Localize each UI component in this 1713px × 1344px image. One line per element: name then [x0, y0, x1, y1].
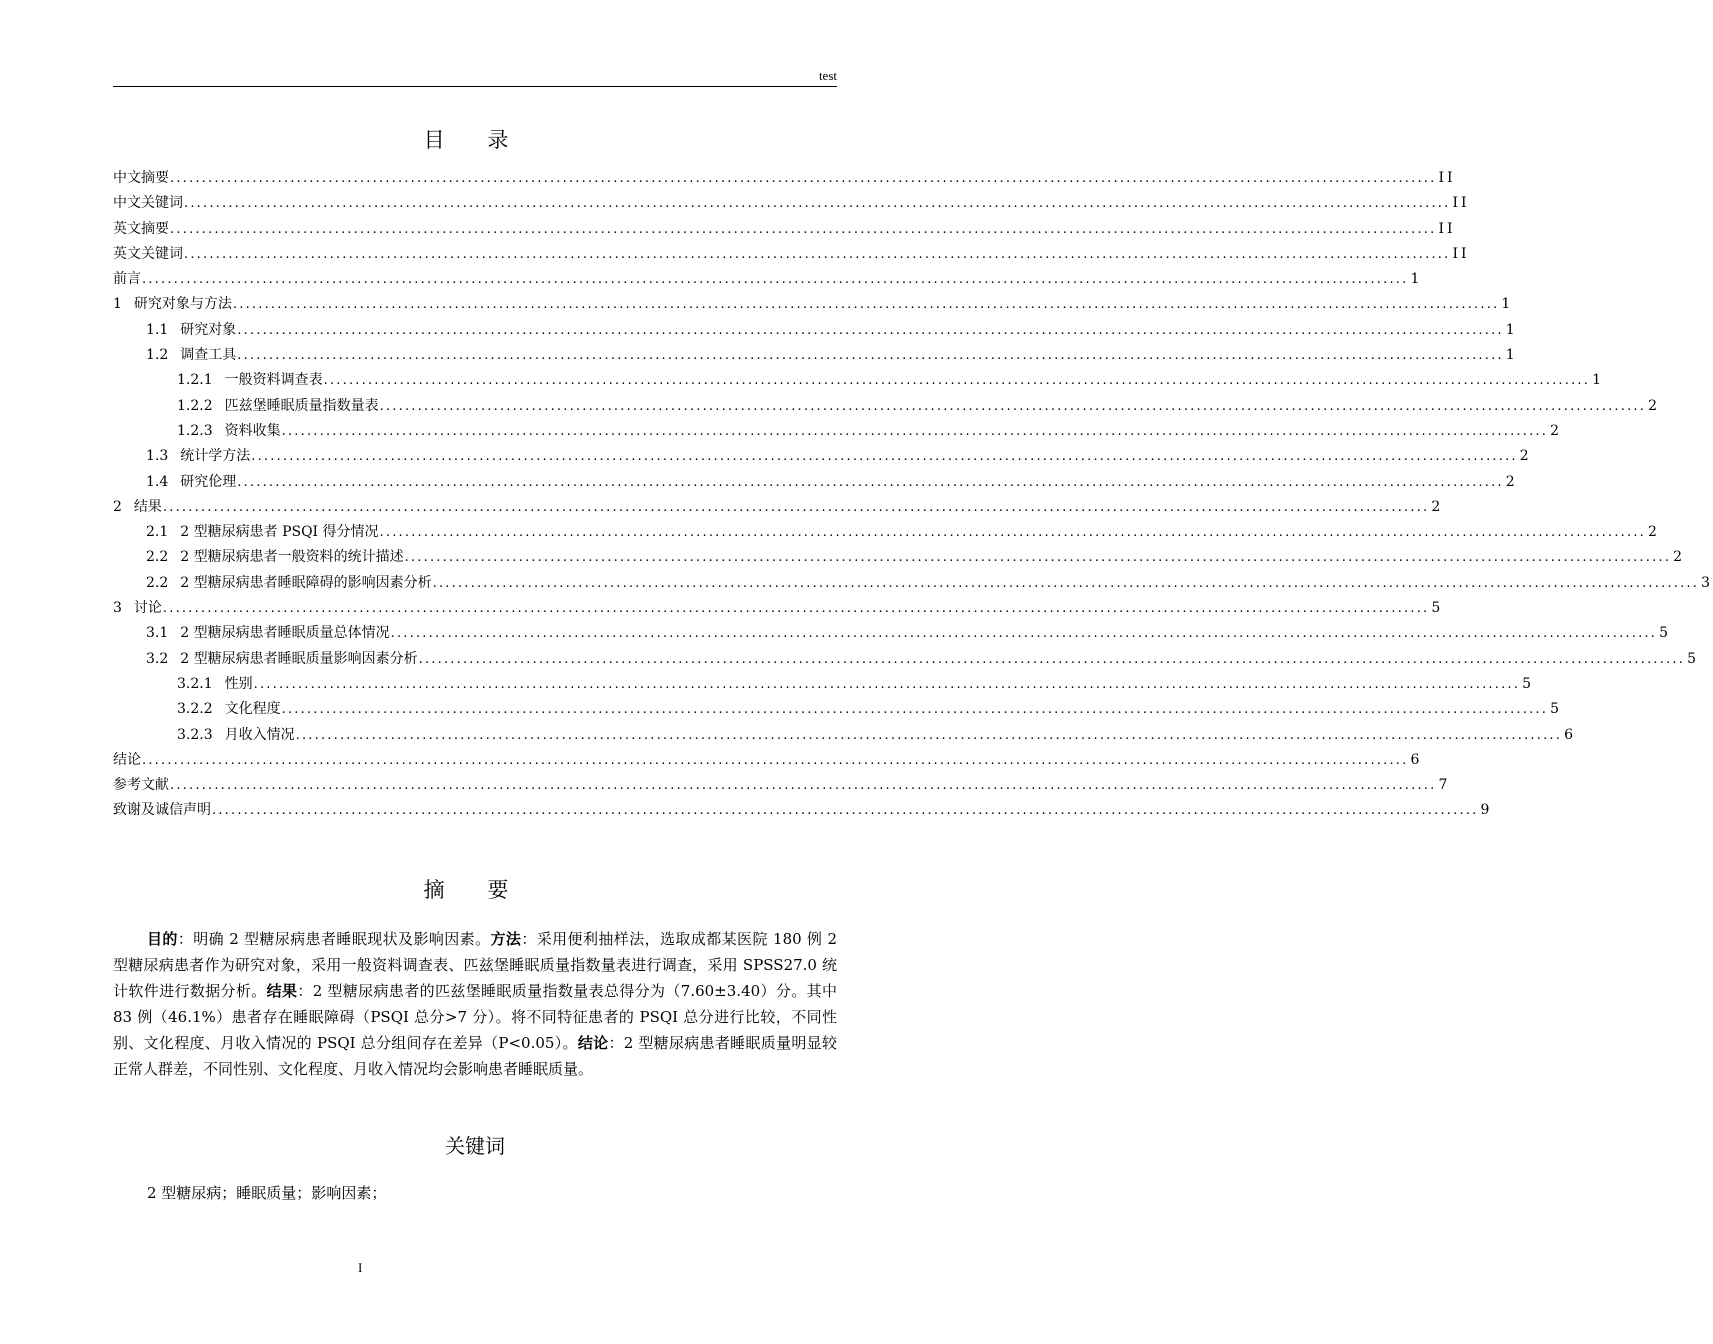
toc-entry[interactable]: [113, 596, 1444, 621]
toc-entry-text: 研究伦理: [180, 473, 237, 490]
abstract-body: [113, 926, 837, 1082]
toc-entry-label: [113, 267, 141, 292]
toc-entry-number: 3.1: [146, 625, 169, 642]
objective-text: ：明确 2 型糖尿病患者睡眠现状及影响因素。: [177, 930, 491, 948]
toc-entry[interactable]: [113, 343, 1518, 368]
toc-entry-page: 7: [1438, 777, 1451, 794]
toc-entry-label: [113, 798, 211, 823]
toc-entry[interactable]: [113, 191, 1470, 216]
header-rule: [113, 86, 837, 87]
result-text: ：2 型糖尿病患者的匹兹堡睡眠质量指数量表总得分为（7.60±3.40）分。其中 83 例（46.1%）患者存在睡眠障碍（PSQI 总分>7 分）。将不同特征患者的 PSQI 总分进行比较，不同性别、文化程度、月收入情况的 PSQI 总分组间存在差异（P<0.05）。: [113, 982, 837, 1052]
toc-entry[interactable]: [113, 520, 1660, 545]
toc-entry-page: 1: [1505, 347, 1518, 364]
toc-entry[interactable]: [113, 267, 1423, 292]
toc-entry-label: [146, 520, 379, 545]
toc-leader-dots: ........................................................................................................................................................................................................: [281, 702, 1549, 718]
method-label: 方法: [490, 930, 522, 948]
toc-entry-label: [113, 191, 183, 216]
toc-entry-page: 1: [1592, 372, 1605, 389]
toc-entry[interactable]: [113, 444, 1532, 469]
toc-entry-page: 5: [1687, 650, 1700, 667]
toc-entry[interactable]: [113, 621, 1672, 646]
toc-entry-text: 英文摘要: [113, 220, 169, 237]
toc-entry-number: 3: [113, 600, 122, 617]
toc-entry-text: 月收入情况: [224, 726, 295, 743]
toc-entry-text: 一般资料调查表: [224, 372, 323, 389]
toc-entry-number: 3.2.3: [177, 726, 213, 743]
toc-entry-text: 研究对象与方法: [133, 296, 232, 313]
toc-leader-dots: ........................................................................................................................................................................................................: [379, 525, 1647, 541]
toc-entry-page: 1: [1501, 296, 1514, 313]
toc-entry-text: 性别: [224, 675, 253, 692]
toc-leader-dots: ........................................................................................................................................................................................................: [237, 322, 1504, 338]
toc-entry-label: [146, 545, 404, 570]
toc-entry-label: [113, 242, 183, 267]
toc-entry-label: [113, 166, 169, 191]
toc-entry-page: 5: [1550, 701, 1563, 718]
abstract-title: 摘 要: [423, 878, 527, 902]
toc-entry-page: 6: [1410, 751, 1423, 768]
toc-entry-text: 资料收集: [224, 422, 281, 439]
toc-entry-text: 文化程度: [224, 701, 281, 718]
toc-leader-dots: ........................................................................................................................................................................................................: [142, 272, 1409, 288]
toc-leader-dots: ........................................................................................................................................................................................................: [237, 348, 1504, 364]
toc-entry-text: 2 型糖尿病患者睡眠质量总体情况: [180, 625, 390, 642]
toc-entry-text: 中文摘要: [113, 170, 169, 186]
toc-entry-label: [146, 647, 418, 672]
toc-entry-number: 2.2: [146, 549, 169, 566]
toc-entry-number: 1.2.1: [177, 372, 213, 389]
toc-entry-label: [177, 697, 281, 722]
toc-entry-number: 3.2.2: [177, 701, 213, 718]
toc-entry-text: 讨论: [133, 600, 162, 617]
toc-entry-number: 1: [113, 296, 122, 313]
toc-entry-text: 调查工具: [180, 347, 237, 364]
toc-entry-label: [177, 723, 295, 748]
toc-leader-dots: ........................................................................................................................................................................................................: [184, 246, 1451, 262]
toc-leader-dots: ........................................................................................................................................................................................................: [162, 499, 1430, 515]
method-text: ：采用便利抽样法，选取成都某医院 180 例 2 型糖尿病患者作为研究对象，采用一般资料调查表、匹兹堡睡眠质量指数量表进行调查，采用 SPSS27.0 统计软件进行数据分析。: [113, 930, 837, 1000]
toc-entry-label: [113, 217, 169, 242]
toc-entry-label: [113, 495, 162, 520]
toc-entry[interactable]: [113, 748, 1423, 773]
toc-entry-text: 研究对象: [180, 321, 237, 338]
toc-entry[interactable]: [113, 470, 1518, 495]
toc-entry-text: 英文关键词: [113, 245, 183, 262]
toc-entry-label: [146, 621, 390, 646]
toc-entry-label: [146, 571, 432, 596]
toc-leader-dots: ........................................................................................................................................................................................................: [323, 373, 1591, 389]
toc-entry-label: [177, 419, 281, 444]
toc-entry-page: 1: [1505, 321, 1518, 338]
toc-entry[interactable]: [113, 217, 1456, 242]
toc-entry-page: II: [1438, 170, 1456, 186]
toc-leader-dots: ........................................................................................................................................................................................................: [170, 171, 1437, 186]
toc-entry-page: 2: [1505, 473, 1518, 490]
toc-entry-label: [113, 596, 162, 621]
toc-entry[interactable]: [113, 419, 1563, 444]
toc-entry-text: 2 型糖尿病患者睡眠障碍的影响因素分析: [180, 574, 432, 591]
toc-entry[interactable]: [113, 697, 1563, 722]
toc-entry-page: II: [1452, 195, 1470, 212]
objective-label: 目的: [147, 930, 178, 948]
toc-entry-page: II: [1452, 245, 1470, 262]
toc-entry-text: 统计学方法: [180, 448, 251, 465]
toc-entry-page: 5: [1522, 675, 1535, 692]
toc-leader-dots: ........................................................................................................................................................................................................: [253, 676, 1521, 692]
toc-entry-number: 3.2: [146, 650, 169, 667]
toc-entry-number: 1.2.2: [177, 397, 213, 414]
toc-entry-text: 2 型糖尿病患者 PSQI 得分情况: [180, 524, 379, 541]
toc-entry[interactable]: [113, 394, 1661, 419]
toc-entry[interactable]: [113, 798, 1493, 823]
toc-entry[interactable]: [113, 647, 1700, 672]
toc-entry-page: 5: [1659, 625, 1672, 642]
toc-leader-dots: ........................................................................................................................................................................................................: [184, 196, 1451, 212]
toc-entry-label: [177, 394, 379, 419]
toc-entry[interactable]: [113, 571, 1713, 596]
toc-entry-text: 2 型糖尿病患者一般资料的统计描述: [180, 549, 404, 566]
toc-entry-number: 1.2.3: [177, 422, 213, 439]
toc-entry-number: 1.4: [146, 473, 169, 490]
toc-entry-text: 结论: [113, 751, 141, 768]
toc-entry[interactable]: [113, 242, 1470, 267]
toc-entry-label: [146, 343, 236, 368]
toc-entry-page: 2: [1550, 422, 1563, 439]
toc-entry-label: [146, 470, 236, 495]
toc-entry-number: 2.2: [146, 574, 169, 591]
toc-entry[interactable]: [113, 773, 1451, 798]
toc-entry-page: 3: [1701, 574, 1713, 591]
toc-entry-text: 2 型糖尿病患者睡眠质量影响因素分析: [180, 650, 418, 667]
toc-entry[interactable]: [113, 368, 1605, 393]
toc-entry-page: 2: [1648, 397, 1661, 414]
toc-leader-dots: ........................................................................................................................................................................................................: [418, 651, 1686, 667]
toc-entry-number: 1.3: [146, 448, 169, 465]
conclusion-text: ：2 型糖尿病患者睡眠质量明显较正常人群差，不同性别、文化程度、月收入情况均会影响患者睡眠质量。: [113, 1034, 837, 1078]
toc-entry[interactable]: [113, 545, 1686, 570]
toc-leader-dots: ........................................................................................................................................................................................................: [162, 601, 1430, 617]
toc-entry-page: 1: [1410, 271, 1423, 288]
toc-leader-dots: ........................................................................................................................................................................................................: [251, 449, 1518, 465]
toc-leader-dots: ........................................................................................................................................................................................................: [295, 727, 1563, 743]
toc-entry[interactable]: [113, 723, 1577, 748]
result-label: 结果: [266, 982, 298, 1000]
toc-leader-dots: ........................................................................................................................................................................................................: [142, 752, 1409, 768]
toc-entry-page: 2: [1673, 549, 1686, 566]
toc-leader-dots: ........................................................................................................................................................................................................: [432, 575, 1700, 591]
toc-entry-page: 2: [1648, 524, 1660, 541]
toc-entry-page: 9: [1480, 802, 1493, 819]
toc-entry-text: 匹兹堡睡眠质量指数量表: [224, 397, 379, 414]
toc-entry[interactable]: [113, 495, 1444, 520]
toc-entry-label: [177, 672, 253, 697]
toc-entry-page: II: [1438, 220, 1456, 237]
toc-entry-page: 5: [1431, 600, 1444, 617]
conclusion-label: 结论: [577, 1034, 609, 1052]
toc-entry-label: [146, 444, 250, 469]
toc-leader-dots: ........................................................................................................................................................................................................: [237, 474, 1504, 490]
toc-leader-dots: ........................................................................................................................................................................................................: [170, 778, 1437, 794]
toc-entry-text: 结果: [133, 498, 162, 515]
toc-leader-dots: ........................................................................................................................................................................................................: [281, 423, 1549, 439]
table-of-contents: [113, 166, 1713, 824]
toc-leader-dots: ........................................................................................................................................................................................................: [390, 626, 1658, 642]
toc-entry-page: 2: [1431, 498, 1444, 515]
toc-entry-label: [146, 318, 236, 343]
toc-entry-number: 1.1: [146, 321, 169, 338]
toc-entry[interactable]: [113, 292, 1514, 317]
toc-entry[interactable]: [113, 166, 1456, 191]
toc-entry-text: 参考文献: [113, 777, 169, 794]
toc-entry-label: [177, 368, 323, 393]
toc-entry-text: 致谢及诚信声明: [113, 802, 211, 819]
toc-entry-text: 中文关键词: [113, 195, 183, 212]
toc-entry[interactable]: [113, 318, 1518, 343]
page-number: I: [358, 1260, 363, 1275]
keywords-text: 2 型糖尿病；睡眠质量；影响因素；: [147, 1184, 387, 1202]
toc-entry-page: 2: [1519, 448, 1532, 465]
toc-entry-number: 2: [113, 498, 122, 515]
toc-leader-dots: ........................................................................................................................................................................................................: [232, 297, 1500, 313]
keywords-title: 关键词: [445, 1134, 505, 1158]
toc-entry-label: [113, 773, 169, 798]
toc-entry-text: 前言: [113, 271, 141, 288]
page-header: test: [818, 68, 837, 83]
toc-entry[interactable]: [113, 672, 1535, 697]
toc-entry-label: [113, 292, 232, 317]
toc-entry-number: 3.2.1: [177, 675, 213, 692]
toc-entry-number: 2.1: [146, 524, 169, 541]
toc-leader-dots: ........................................................................................................................................................................................................: [379, 398, 1647, 414]
toc-leader-dots: ........................................................................................................................................................................................................: [212, 803, 1479, 819]
toc-entry-page: 6: [1564, 726, 1577, 743]
toc-leader-dots: ........................................................................................................................................................................................................: [170, 221, 1437, 237]
toc-entry-label: [113, 748, 141, 773]
toc-entry-number: 1.2: [146, 347, 169, 364]
toc-leader-dots: ........................................................................................................................................................................................................: [404, 550, 1672, 566]
toc-title: 目 录: [423, 128, 527, 152]
